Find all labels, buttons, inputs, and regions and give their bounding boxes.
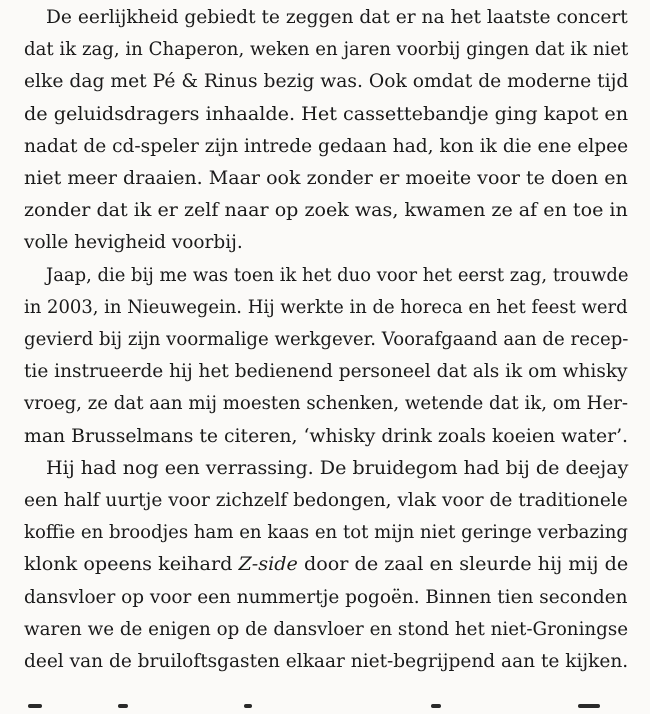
text-line: waren we de enigen op de dansvloer en stond het niet-Groningse	[24, 618, 629, 640]
text-line: Jaap, die bij me was toen ik het duo voor het eerst zag, trouwde	[46, 264, 629, 286]
text-line: elke dag met Pé & Rinus bezig was. Ook omdat de moderne tijd	[24, 71, 629, 93]
glyph-fragment	[118, 704, 128, 708]
text-run: door de zaal en sleurde hij mij de	[297, 554, 629, 576]
glyph-fragment	[431, 704, 441, 708]
cut-off-next-line	[0, 704, 650, 714]
text-line: Hij had nog een verrassing. De bruidegom had bij de deejay	[46, 457, 629, 479]
text-line: tie instrueerde hij het bedienend personeel dat als ik om whisky	[24, 361, 628, 383]
text-line: deel van de bruiloftsgasten elkaar niet-begrijpend aan te kijken.	[24, 651, 629, 672]
text-line: man Brusselmans te citeren, ‘whisky drink zoals koeien water’.	[24, 425, 629, 447]
text-run: klonk opeens keihard	[24, 554, 239, 576]
text-line: dat ik zag, in Chaperon, weken en jaren voorbij gingen dat ik niet	[24, 39, 629, 61]
text-line: De eerlijkheid gebiedt te zeggen dat er na het laatste concert	[46, 7, 628, 28]
text-line: een half uurtje voor zichzelf bedongen, vlak voor de traditionele	[24, 490, 628, 511]
text-line: nadat de cd-speler zijn intrede gedaan had, kon ik die ene elpee	[24, 135, 629, 157]
text-line: zonder dat ik er zelf naar op zoek was, kwamen ze af en toe in	[24, 200, 628, 222]
text-line: gevierd bij zijn voormalige werkgever. Voorafgaand aan de recep-	[24, 329, 629, 350]
glyph-fragment	[578, 704, 600, 708]
text-line	[24, 549, 628, 581]
text-line: niet meer draaien. Maar ook zonder er moeite voor te doen en	[24, 168, 628, 189]
glyph-fragment	[28, 704, 42, 708]
text-line: in 2003, in Nieuwegein. Hij werkte in de horeca en het feest werd	[24, 296, 628, 318]
text-line: koffie en broodjes ham en kaas en tot mijn niet geringe verbazing	[24, 522, 628, 544]
glyph-fragment	[244, 704, 252, 708]
text-line: dansvloer op voor een nummertje pogoën. Binnen tien seconden	[24, 586, 628, 608]
album-title: Z-side	[238, 554, 298, 576]
text-line: volle hevigheid voorbij.	[24, 232, 243, 254]
text-line: de geluidsdragers inhaalde. Het cassettebandje ging kapot en	[24, 103, 629, 125]
text-line: vroeg, ze dat aan mij moesten schenken, wetende dat ik, om Her-	[24, 393, 629, 415]
